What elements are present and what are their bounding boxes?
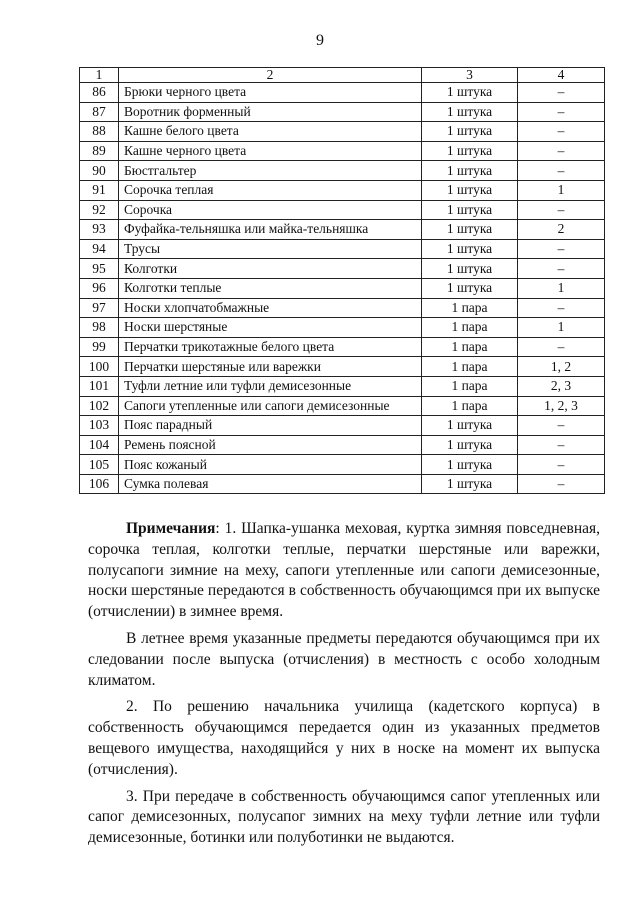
table-row (80, 102, 605, 122)
table-row (80, 474, 605, 494)
row-number: 96 (80, 278, 119, 298)
table-row (80, 318, 605, 338)
item-quantity: 1 штука (422, 239, 518, 259)
item-name: Сумка полевая (119, 474, 422, 494)
row-number: 102 (80, 396, 119, 416)
row-number: 92 (80, 200, 119, 220)
item-quantity: 1 пара (422, 298, 518, 318)
row-number: 90 (80, 161, 119, 181)
item-note: 2, 3 (518, 376, 605, 396)
item-name: Колготки (119, 259, 422, 279)
item-note: – (518, 435, 605, 455)
item-note: 1, 2, 3 (518, 396, 605, 416)
notes-section (88, 519, 600, 855)
item-note: – (518, 161, 605, 181)
item-note: – (518, 102, 605, 122)
note-paragraph-4: 3. При передаче в собственность обучающимся сапог утепленных или сапог демисезонных, полусапог зимних на меху туфли летние или туфли демисезонные, ботинки или полуботинки не выдаются. (88, 787, 600, 847)
notes-label: Примечания (126, 520, 216, 537)
item-note: – (518, 474, 605, 494)
item-note: – (518, 83, 605, 103)
item-note: – (518, 298, 605, 318)
column-header: 4 (518, 68, 605, 83)
table-row (80, 83, 605, 103)
table-header (80, 68, 605, 83)
item-quantity: 1 штука (422, 455, 518, 475)
row-number: 97 (80, 298, 119, 318)
item-name: Сорочка (119, 200, 422, 220)
item-note: 2 (518, 220, 605, 240)
row-number: 103 (80, 416, 119, 436)
page-number: 9 (316, 32, 324, 49)
column-header: 1 (80, 68, 119, 83)
item-quantity: 1 штука (422, 102, 518, 122)
item-name: Сапоги утепленные или сапоги демисезонные (119, 396, 422, 416)
table-body (80, 83, 605, 494)
item-name: Ремень поясной (119, 435, 422, 455)
item-quantity: 1 штука (422, 141, 518, 161)
row-number: 99 (80, 337, 119, 357)
table-row (80, 161, 605, 181)
item-note: 1 (518, 318, 605, 338)
item-name: Перчатки шерстяные или варежки (119, 357, 422, 377)
table-header-row (80, 68, 605, 83)
item-quantity: 1 пара (422, 396, 518, 416)
row-number: 93 (80, 220, 119, 240)
note-paragraph-2: В летнее время указанные предметы передаются обучающимся при их следовании после выпуска (отчисления) в местность с особо холодным климатом. (88, 629, 600, 689)
row-number: 105 (80, 455, 119, 475)
item-quantity: 1 штука (422, 200, 518, 220)
item-quantity: 1 штука (422, 122, 518, 142)
item-quantity: 1 пара (422, 318, 518, 338)
item-quantity: 1 штука (422, 180, 518, 200)
item-note: – (518, 141, 605, 161)
item-quantity: 1 штука (422, 416, 518, 436)
item-note: – (518, 200, 605, 220)
item-note: – (518, 455, 605, 475)
table-row (80, 278, 605, 298)
item-name: Брюки черного цвета (119, 83, 422, 103)
items-table (79, 67, 605, 494)
row-number: 88 (80, 122, 119, 142)
item-name: Фуфайка-тельняшка или майка-тельняшка (119, 220, 422, 240)
item-quantity: 1 штука (422, 83, 518, 103)
item-quantity: 1 штука (422, 161, 518, 181)
row-number: 95 (80, 259, 119, 279)
table-row (80, 376, 605, 396)
item-name: Носки хлопчатобмажные (119, 298, 422, 318)
table-row (80, 220, 605, 240)
item-quantity: 1 пара (422, 376, 518, 396)
note-text-1: : 1. Шапка-ушанка меховая, куртка зимняя повседневная, сорочка теплая, колготки теплые, перчатки шерстяные или варежки, полусапоги зимние на меху, сапоги утепленные или сапоги демисезонные, носки шерстяные передаются в собственность обучающимся при их выпуске (отчислении) в зимнее время. (88, 520, 600, 621)
item-name: Воротник форменный (119, 102, 422, 122)
table-row (80, 122, 605, 142)
table-row (80, 259, 605, 279)
table-row (80, 455, 605, 475)
row-number: 86 (80, 83, 119, 103)
item-note: – (518, 122, 605, 142)
row-number: 98 (80, 318, 119, 338)
item-quantity: 1 штука (422, 220, 518, 240)
table-row (80, 298, 605, 318)
row-number: 101 (80, 376, 119, 396)
item-name: Перчатки трикотажные белого цвета (119, 337, 422, 357)
item-quantity: 1 штука (422, 435, 518, 455)
note-paragraph-1 (88, 519, 600, 623)
item-note: – (518, 259, 605, 279)
item-quantity: 1 штука (422, 259, 518, 279)
item-note: 1 (518, 278, 605, 298)
item-name: Кашне белого цвета (119, 122, 422, 142)
table-row (80, 141, 605, 161)
item-note: – (518, 416, 605, 436)
row-number: 91 (80, 180, 119, 200)
item-note: 1 (518, 180, 605, 200)
item-name: Сорочка теплая (119, 180, 422, 200)
item-name: Пояс парадный (119, 416, 422, 436)
table-row (80, 200, 605, 220)
note-paragraph-3: 2. По решению начальника училища (кадетского корпуса) в собственность обучающимся передается один из указанных предметов вещевого имущества, находящийся у них в носке на момент их выпуска (отчисления). (88, 698, 600, 778)
item-quantity: 1 штука (422, 278, 518, 298)
row-number: 89 (80, 141, 119, 161)
row-number: 94 (80, 239, 119, 259)
item-name: Носки шерстяные (119, 318, 422, 338)
item-quantity: 1 штука (422, 474, 518, 494)
table-row (80, 337, 605, 357)
item-note: 1, 2 (518, 357, 605, 377)
table-row (80, 239, 605, 259)
item-name: Колготки теплые (119, 278, 422, 298)
item-note: – (518, 239, 605, 259)
table-row (80, 180, 605, 200)
item-name: Трусы (119, 239, 422, 259)
row-number: 100 (80, 357, 119, 377)
item-name: Кашне черного цвета (119, 141, 422, 161)
item-note: – (518, 337, 605, 357)
row-number: 104 (80, 435, 119, 455)
table-row (80, 396, 605, 416)
row-number: 106 (80, 474, 119, 494)
column-header: 2 (119, 68, 422, 83)
item-name: Туфли летние или туфли демисезонные (119, 376, 422, 396)
table-row (80, 435, 605, 455)
table-row (80, 416, 605, 436)
column-header: 3 (422, 68, 518, 83)
item-name: Бюстгальтер (119, 161, 422, 181)
row-number: 87 (80, 102, 119, 122)
item-name: Пояс кожаный (119, 455, 422, 475)
item-quantity: 1 пара (422, 357, 518, 377)
table-row (80, 357, 605, 377)
item-quantity: 1 пара (422, 337, 518, 357)
